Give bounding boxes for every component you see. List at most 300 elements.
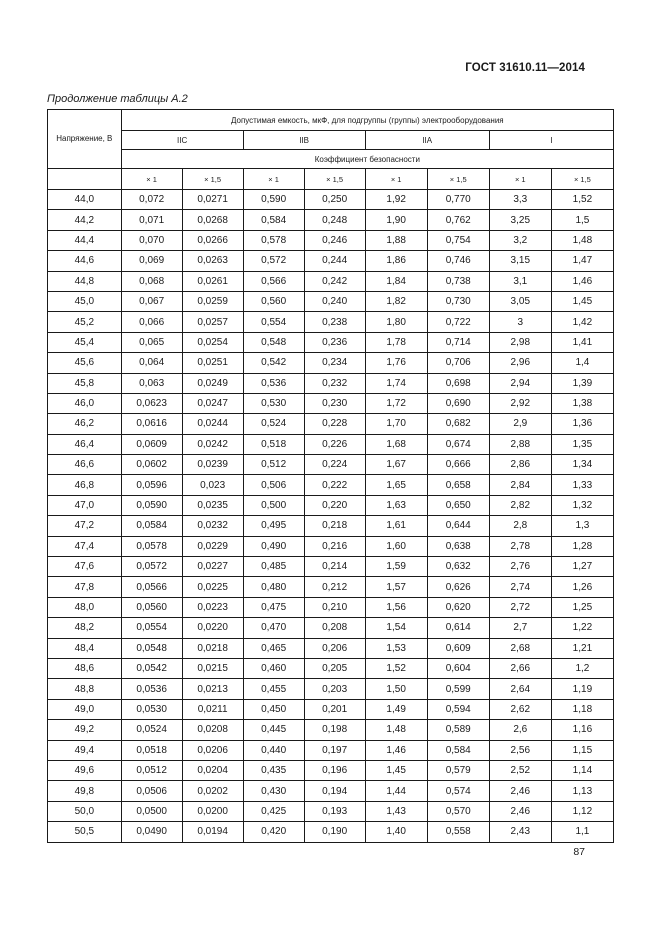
capacity-cell: 0,0227	[182, 557, 243, 577]
capacity-cell: 0,0572	[121, 557, 182, 577]
capacity-cell: 2,64	[489, 679, 551, 699]
capacity-cell: 0,190	[304, 822, 365, 842]
capacity-cell: 0,512	[243, 455, 304, 475]
capacity-cell: 0,194	[304, 781, 365, 801]
voltage-cell: 49,6	[48, 760, 122, 780]
table-row	[48, 740, 614, 760]
capacity-cell: 0,604	[427, 658, 489, 678]
voltage-cell: 44,6	[48, 251, 122, 271]
capacity-cell: 3,2	[489, 230, 551, 250]
voltage-cell: 45,8	[48, 373, 122, 393]
capacity-cell: 0,0204	[182, 760, 243, 780]
capacity-cell: 0,620	[427, 597, 489, 617]
capacity-cell: 0,626	[427, 577, 489, 597]
capacity-cell: 0,0229	[182, 536, 243, 556]
voltage-cell: 50,0	[48, 801, 122, 821]
capacity-cell: 0,0266	[182, 230, 243, 250]
capacity-cell: 3,05	[489, 291, 551, 311]
capacity-cell: 1,52	[365, 658, 427, 678]
voltage-cell: 46,0	[48, 393, 122, 413]
capacity-cell: 3,1	[489, 271, 551, 291]
capacity-cell: 0,067	[121, 291, 182, 311]
voltage-cell: 50,5	[48, 822, 122, 842]
capacity-cell: 0,0268	[182, 210, 243, 230]
capacity-cell: 0,212	[304, 577, 365, 597]
capacity-cell: 0,0218	[182, 638, 243, 658]
group-header: I	[489, 131, 613, 150]
capacity-cell: 1,2	[551, 658, 613, 678]
group-header: IIA	[365, 131, 489, 150]
capacity-cell: 0,579	[427, 760, 489, 780]
factor-cell: × 1	[489, 169, 551, 190]
capacity-cell: 1,56	[365, 597, 427, 617]
table-row	[48, 638, 614, 658]
capacity-cell: 0,698	[427, 373, 489, 393]
capacity-cell: 0,738	[427, 271, 489, 291]
capacity-cell: 1,13	[551, 781, 613, 801]
capacity-cell: 0,238	[304, 312, 365, 332]
capacity-cell: 1,4	[551, 353, 613, 373]
capacity-cell: 0,0524	[121, 720, 182, 740]
capacity-cell: 1,45	[365, 760, 427, 780]
table-row	[48, 720, 614, 740]
table-row	[48, 577, 614, 597]
capacity-cell: 2,84	[489, 475, 551, 495]
capacity-cell: 2,9	[489, 414, 551, 434]
capacity-cell: 0,230	[304, 393, 365, 413]
capacity-cell: 0,706	[427, 353, 489, 373]
capacity-cell: 0,638	[427, 536, 489, 556]
standard-code: ГОСТ 31610.11—2014	[465, 62, 585, 74]
capacity-cell: 0,536	[243, 373, 304, 393]
capacity-cell: 0,690	[427, 393, 489, 413]
voltage-cell: 44,0	[48, 190, 122, 210]
capacity-cell: 0,594	[427, 699, 489, 719]
capacity-cell: 1,53	[365, 638, 427, 658]
capacity-cell: 2,6	[489, 720, 551, 740]
capacity-cell: 0,244	[304, 251, 365, 271]
page-number: 87	[573, 846, 585, 858]
capacity-cell: 0,0261	[182, 271, 243, 291]
capacity-cell: 0,0554	[121, 618, 182, 638]
capacity-cell: 0,201	[304, 699, 365, 719]
capacity-cell: 0,193	[304, 801, 365, 821]
capacity-cell: 1,47	[551, 251, 613, 271]
capacity-cell: 1,35	[551, 434, 613, 454]
capacity-cell: 0,440	[243, 740, 304, 760]
voltage-cell: 46,8	[48, 475, 122, 495]
capacity-cell: 1,78	[365, 332, 427, 352]
capacity-cell: 1,21	[551, 638, 613, 658]
capacity-cell: 0,0249	[182, 373, 243, 393]
capacity-cell: 0,674	[427, 434, 489, 454]
capacity-cell: 0,240	[304, 291, 365, 311]
capacity-cell: 0,248	[304, 210, 365, 230]
capacity-cell: 0,0542	[121, 658, 182, 678]
capacity-cell: 0,0200	[182, 801, 243, 821]
capacity-cell: 0,0239	[182, 455, 243, 475]
capacity-cell: 0,214	[304, 557, 365, 577]
capacity-cell: 1,5	[551, 210, 613, 230]
capacity-cell: 0,224	[304, 455, 365, 475]
table-row	[48, 516, 614, 536]
capacity-cell: 0,445	[243, 720, 304, 740]
capacity-cell: 2,68	[489, 638, 551, 658]
capacity-cell: 1,32	[551, 495, 613, 515]
capacity-cell: 0,0512	[121, 760, 182, 780]
capacity-cell: 0,0530	[121, 699, 182, 719]
capacity-cell: 0,666	[427, 455, 489, 475]
capacity-cell: 0,644	[427, 516, 489, 536]
voltage-cell: 45,6	[48, 353, 122, 373]
capacity-cell: 0,250	[304, 190, 365, 210]
capacity-cell: 2,86	[489, 455, 551, 475]
capacity-cell: 0,023	[182, 475, 243, 495]
factor-cell: × 1	[365, 169, 427, 190]
table-row	[48, 760, 614, 780]
capacity-cell: 2,94	[489, 373, 551, 393]
capacity-cell: 0,069	[121, 251, 182, 271]
capacity-cell: 1,74	[365, 373, 427, 393]
capacity-cell: 1,82	[365, 291, 427, 311]
capacity-cell: 1,41	[551, 332, 613, 352]
capacity-cell: 2,88	[489, 434, 551, 454]
capacity-cell: 1,28	[551, 536, 613, 556]
capacity-cell: 0,0518	[121, 740, 182, 760]
voltage-cell: 47,8	[48, 577, 122, 597]
capacity-cell: 0,0616	[121, 414, 182, 434]
capacity-cell: 0,722	[427, 312, 489, 332]
voltage-cell: 47,0	[48, 495, 122, 515]
capacity-cell: 0,220	[304, 495, 365, 515]
table-row	[48, 271, 614, 291]
capacity-cell: 0,0263	[182, 251, 243, 271]
capacity-cell: 0,682	[427, 414, 489, 434]
capacity-cell: 0,0254	[182, 332, 243, 352]
capacity-cell: 0,205	[304, 658, 365, 678]
capacity-cell: 0,072	[121, 190, 182, 210]
capacity-cell: 1,38	[551, 393, 613, 413]
factor-cell: × 1,5	[182, 169, 243, 190]
capacity-cell: 1,46	[551, 271, 613, 291]
capacity-cell: 0,0584	[121, 516, 182, 536]
voltage-cell: 44,2	[48, 210, 122, 230]
capacity-cell: 0,0590	[121, 495, 182, 515]
capacity-cell: 1,67	[365, 455, 427, 475]
capacity-cell: 1,48	[551, 230, 613, 250]
capacity-cell: 1,88	[365, 230, 427, 250]
capacity-cell: 1,3	[551, 516, 613, 536]
capacity-cell: 1,92	[365, 190, 427, 210]
table-row	[48, 434, 614, 454]
capacity-cell: 1,16	[551, 720, 613, 740]
capacity-cell: 0,609	[427, 638, 489, 658]
factor-cell: × 1,5	[427, 169, 489, 190]
capacity-cell: 0,0578	[121, 536, 182, 556]
capacity-cell: 0,0566	[121, 577, 182, 597]
capacity-cell: 0,0271	[182, 190, 243, 210]
capacity-cell: 2,72	[489, 597, 551, 617]
capacity-cell: 1,19	[551, 679, 613, 699]
capacity-cell: 0,0602	[121, 455, 182, 475]
capacity-cell: 1,44	[365, 781, 427, 801]
capacity-cell: 1,48	[365, 720, 427, 740]
capacity-cell: 2,92	[489, 393, 551, 413]
voltage-cell: 49,4	[48, 740, 122, 760]
factor-cell	[48, 169, 122, 190]
capacity-cell: 1,86	[365, 251, 427, 271]
capacity-cell: 0,0194	[182, 822, 243, 842]
capacity-cell: 1,43	[365, 801, 427, 821]
voltage-cell: 48,6	[48, 658, 122, 678]
voltage-cell: 49,2	[48, 720, 122, 740]
voltage-cell: 47,6	[48, 557, 122, 577]
capacity-cell: 0,242	[304, 271, 365, 291]
capacity-cell: 0,0223	[182, 597, 243, 617]
capacity-cell: 0,0623	[121, 393, 182, 413]
group-header: IIB	[243, 131, 365, 150]
factor-cell: × 1	[243, 169, 304, 190]
capacity-cell: 0,0609	[121, 434, 182, 454]
capacitance-table	[47, 109, 614, 843]
capacity-cell: 0,0259	[182, 291, 243, 311]
table-row	[48, 190, 614, 210]
table-row	[48, 557, 614, 577]
capacity-cell: 0,0208	[182, 720, 243, 740]
capacity-cell: 2,7	[489, 618, 551, 638]
capacity-cell: 0,0490	[121, 822, 182, 842]
capacity-cell: 0,589	[427, 720, 489, 740]
capacity-cell: 0,770	[427, 190, 489, 210]
table-row	[48, 373, 614, 393]
capacity-cell: 1,22	[551, 618, 613, 638]
voltage-cell: 48,8	[48, 679, 122, 699]
capacity-cell: 0,0235	[182, 495, 243, 515]
capacity-cell: 1,90	[365, 210, 427, 230]
capacity-cell: 2,8	[489, 516, 551, 536]
capacity-cell: 0,425	[243, 801, 304, 821]
capacity-cell: 0,0536	[121, 679, 182, 699]
table-row	[48, 536, 614, 556]
capacity-cell: 1,27	[551, 557, 613, 577]
capacity-cell: 1,65	[365, 475, 427, 495]
table-row	[48, 230, 614, 250]
voltage-cell: 45,0	[48, 291, 122, 311]
capacity-cell: 0,460	[243, 658, 304, 678]
capacity-cell: 0,658	[427, 475, 489, 495]
capacity-cell: 1,61	[365, 516, 427, 536]
capacity-cell: 0,071	[121, 210, 182, 230]
voltage-cell: 47,2	[48, 516, 122, 536]
capacity-cell: 0,246	[304, 230, 365, 250]
voltage-cell: 48,2	[48, 618, 122, 638]
capacity-cell: 0,0257	[182, 312, 243, 332]
capacity-cell: 0,558	[427, 822, 489, 842]
capacity-cell: 0,063	[121, 373, 182, 393]
capacity-cell: 0,068	[121, 271, 182, 291]
capacity-cell: 0,070	[121, 230, 182, 250]
capacity-cell: 2,82	[489, 495, 551, 515]
capacity-cell: 0,574	[427, 781, 489, 801]
capacity-cell: 0,0506	[121, 781, 182, 801]
capacity-cell: 2,66	[489, 658, 551, 678]
capacity-cell: 0,066	[121, 312, 182, 332]
capacity-cell: 1,25	[551, 597, 613, 617]
capacity-cell: 1,14	[551, 760, 613, 780]
capacity-cell: 0,206	[304, 638, 365, 658]
capacity-cell: 0,475	[243, 597, 304, 617]
table-row	[48, 353, 614, 373]
capacity-cell: 0,455	[243, 679, 304, 699]
capacity-cell: 1,40	[365, 822, 427, 842]
table-caption: Продолжение таблицы А.2	[47, 93, 188, 105]
capacity-cell: 0,485	[243, 557, 304, 577]
voltage-cell: 46,6	[48, 455, 122, 475]
capacity-cell: 0,065	[121, 332, 182, 352]
capacity-cell: 1,68	[365, 434, 427, 454]
capacity-cell: 1,80	[365, 312, 427, 332]
capacity-header: Допустимая емкость, мкФ, для подгруппы (группы) электрооборудования	[121, 110, 613, 131]
capacity-cell: 0,0244	[182, 414, 243, 434]
capacity-cell: 1,18	[551, 699, 613, 719]
capacity-cell: 0,584	[243, 210, 304, 230]
capacity-cell: 0,196	[304, 760, 365, 780]
capacity-cell: 0,430	[243, 781, 304, 801]
capacity-cell: 0,754	[427, 230, 489, 250]
capacity-cell: 1,54	[365, 618, 427, 638]
factor-cell: × 1,5	[304, 169, 365, 190]
capacity-cell: 1,70	[365, 414, 427, 434]
capacity-cell: 3,3	[489, 190, 551, 210]
capacity-cell: 1,39	[551, 373, 613, 393]
table-row	[48, 414, 614, 434]
table-row	[48, 312, 614, 332]
capacity-cell: 0,714	[427, 332, 489, 352]
voltage-cell: 44,8	[48, 271, 122, 291]
capacity-cell: 1,34	[551, 455, 613, 475]
capacity-cell: 0,632	[427, 557, 489, 577]
capacity-cell: 1,72	[365, 393, 427, 413]
safety-factor-header: Коэффициент безопасности	[121, 150, 613, 169]
table-row	[48, 658, 614, 678]
capacity-cell: 1,59	[365, 557, 427, 577]
capacity-cell: 0,746	[427, 251, 489, 271]
capacity-cell: 0,524	[243, 414, 304, 434]
capacity-cell: 1,49	[365, 699, 427, 719]
capacity-cell: 0,0548	[121, 638, 182, 658]
capacity-cell: 0,570	[427, 801, 489, 821]
capacity-cell: 0,590	[243, 190, 304, 210]
capacity-cell: 1,45	[551, 291, 613, 311]
capacity-cell: 0,518	[243, 434, 304, 454]
capacity-cell: 2,52	[489, 760, 551, 780]
capacity-cell: 3	[489, 312, 551, 332]
capacity-cell: 0,203	[304, 679, 365, 699]
capacity-cell: 0,228	[304, 414, 365, 434]
table-row	[48, 475, 614, 495]
table-row	[48, 618, 614, 638]
capacity-cell: 1,26	[551, 577, 613, 597]
voltage-cell: 48,0	[48, 597, 122, 617]
capacity-cell: 0,0242	[182, 434, 243, 454]
table-row	[48, 597, 614, 617]
capacity-cell: 1,63	[365, 495, 427, 515]
capacity-cell: 0,0220	[182, 618, 243, 638]
capacity-cell: 0,226	[304, 434, 365, 454]
capacity-cell: 2,46	[489, 781, 551, 801]
capacity-cell: 1,36	[551, 414, 613, 434]
capacity-cell: 0,064	[121, 353, 182, 373]
voltage-cell: 45,2	[48, 312, 122, 332]
capacity-cell: 0,216	[304, 536, 365, 556]
voltage-cell: 49,0	[48, 699, 122, 719]
table-row	[48, 679, 614, 699]
capacity-cell: 1,52	[551, 190, 613, 210]
capacity-cell: 1,12	[551, 801, 613, 821]
capacity-cell: 0,0247	[182, 393, 243, 413]
capacity-cell: 0,232	[304, 373, 365, 393]
capacity-cell: 0,435	[243, 760, 304, 780]
voltage-cell: 46,4	[48, 434, 122, 454]
capacity-cell: 2,74	[489, 577, 551, 597]
capacity-cell: 0,0225	[182, 577, 243, 597]
capacity-cell: 0,420	[243, 822, 304, 842]
capacity-cell: 0,218	[304, 516, 365, 536]
capacity-cell: 1,33	[551, 475, 613, 495]
capacity-cell: 0,234	[304, 353, 365, 373]
capacity-cell: 3,25	[489, 210, 551, 230]
capacity-cell: 0,650	[427, 495, 489, 515]
capacity-cell: 0,0500	[121, 801, 182, 821]
capacity-cell: 2,46	[489, 801, 551, 821]
capacity-cell: 2,96	[489, 353, 551, 373]
capacity-cell: 0,614	[427, 618, 489, 638]
capacity-cell: 0,572	[243, 251, 304, 271]
capacity-cell: 0,198	[304, 720, 365, 740]
capacity-cell: 0,584	[427, 740, 489, 760]
table-row	[48, 781, 614, 801]
capacity-cell: 0,470	[243, 618, 304, 638]
table-row	[48, 251, 614, 271]
capacity-cell: 0,566	[243, 271, 304, 291]
voltage-cell: 48,4	[48, 638, 122, 658]
capacity-cell: 0,450	[243, 699, 304, 719]
capacity-cell: 1,1	[551, 822, 613, 842]
capacity-cell: 0,0202	[182, 781, 243, 801]
capacity-cell: 1,76	[365, 353, 427, 373]
factor-cell: × 1,5	[551, 169, 613, 190]
table-row	[48, 801, 614, 821]
table-row	[48, 332, 614, 352]
voltage-cell: 46,2	[48, 414, 122, 434]
capacity-cell: 0,548	[243, 332, 304, 352]
capacity-cell: 0,0596	[121, 475, 182, 495]
voltage-header: Напряжение, В	[48, 110, 122, 169]
group-header: IIC	[121, 131, 243, 150]
capacity-cell: 0,730	[427, 291, 489, 311]
capacity-cell: 0,236	[304, 332, 365, 352]
table-row	[48, 291, 614, 311]
capacity-cell: 0,490	[243, 536, 304, 556]
capacity-cell: 0,542	[243, 353, 304, 373]
capacity-cell: 0,480	[243, 577, 304, 597]
table-row	[48, 455, 614, 475]
voltage-cell: 44,4	[48, 230, 122, 250]
capacity-cell: 0,222	[304, 475, 365, 495]
capacity-cell: 1,84	[365, 271, 427, 291]
voltage-cell: 47,4	[48, 536, 122, 556]
capacity-cell: 0,197	[304, 740, 365, 760]
